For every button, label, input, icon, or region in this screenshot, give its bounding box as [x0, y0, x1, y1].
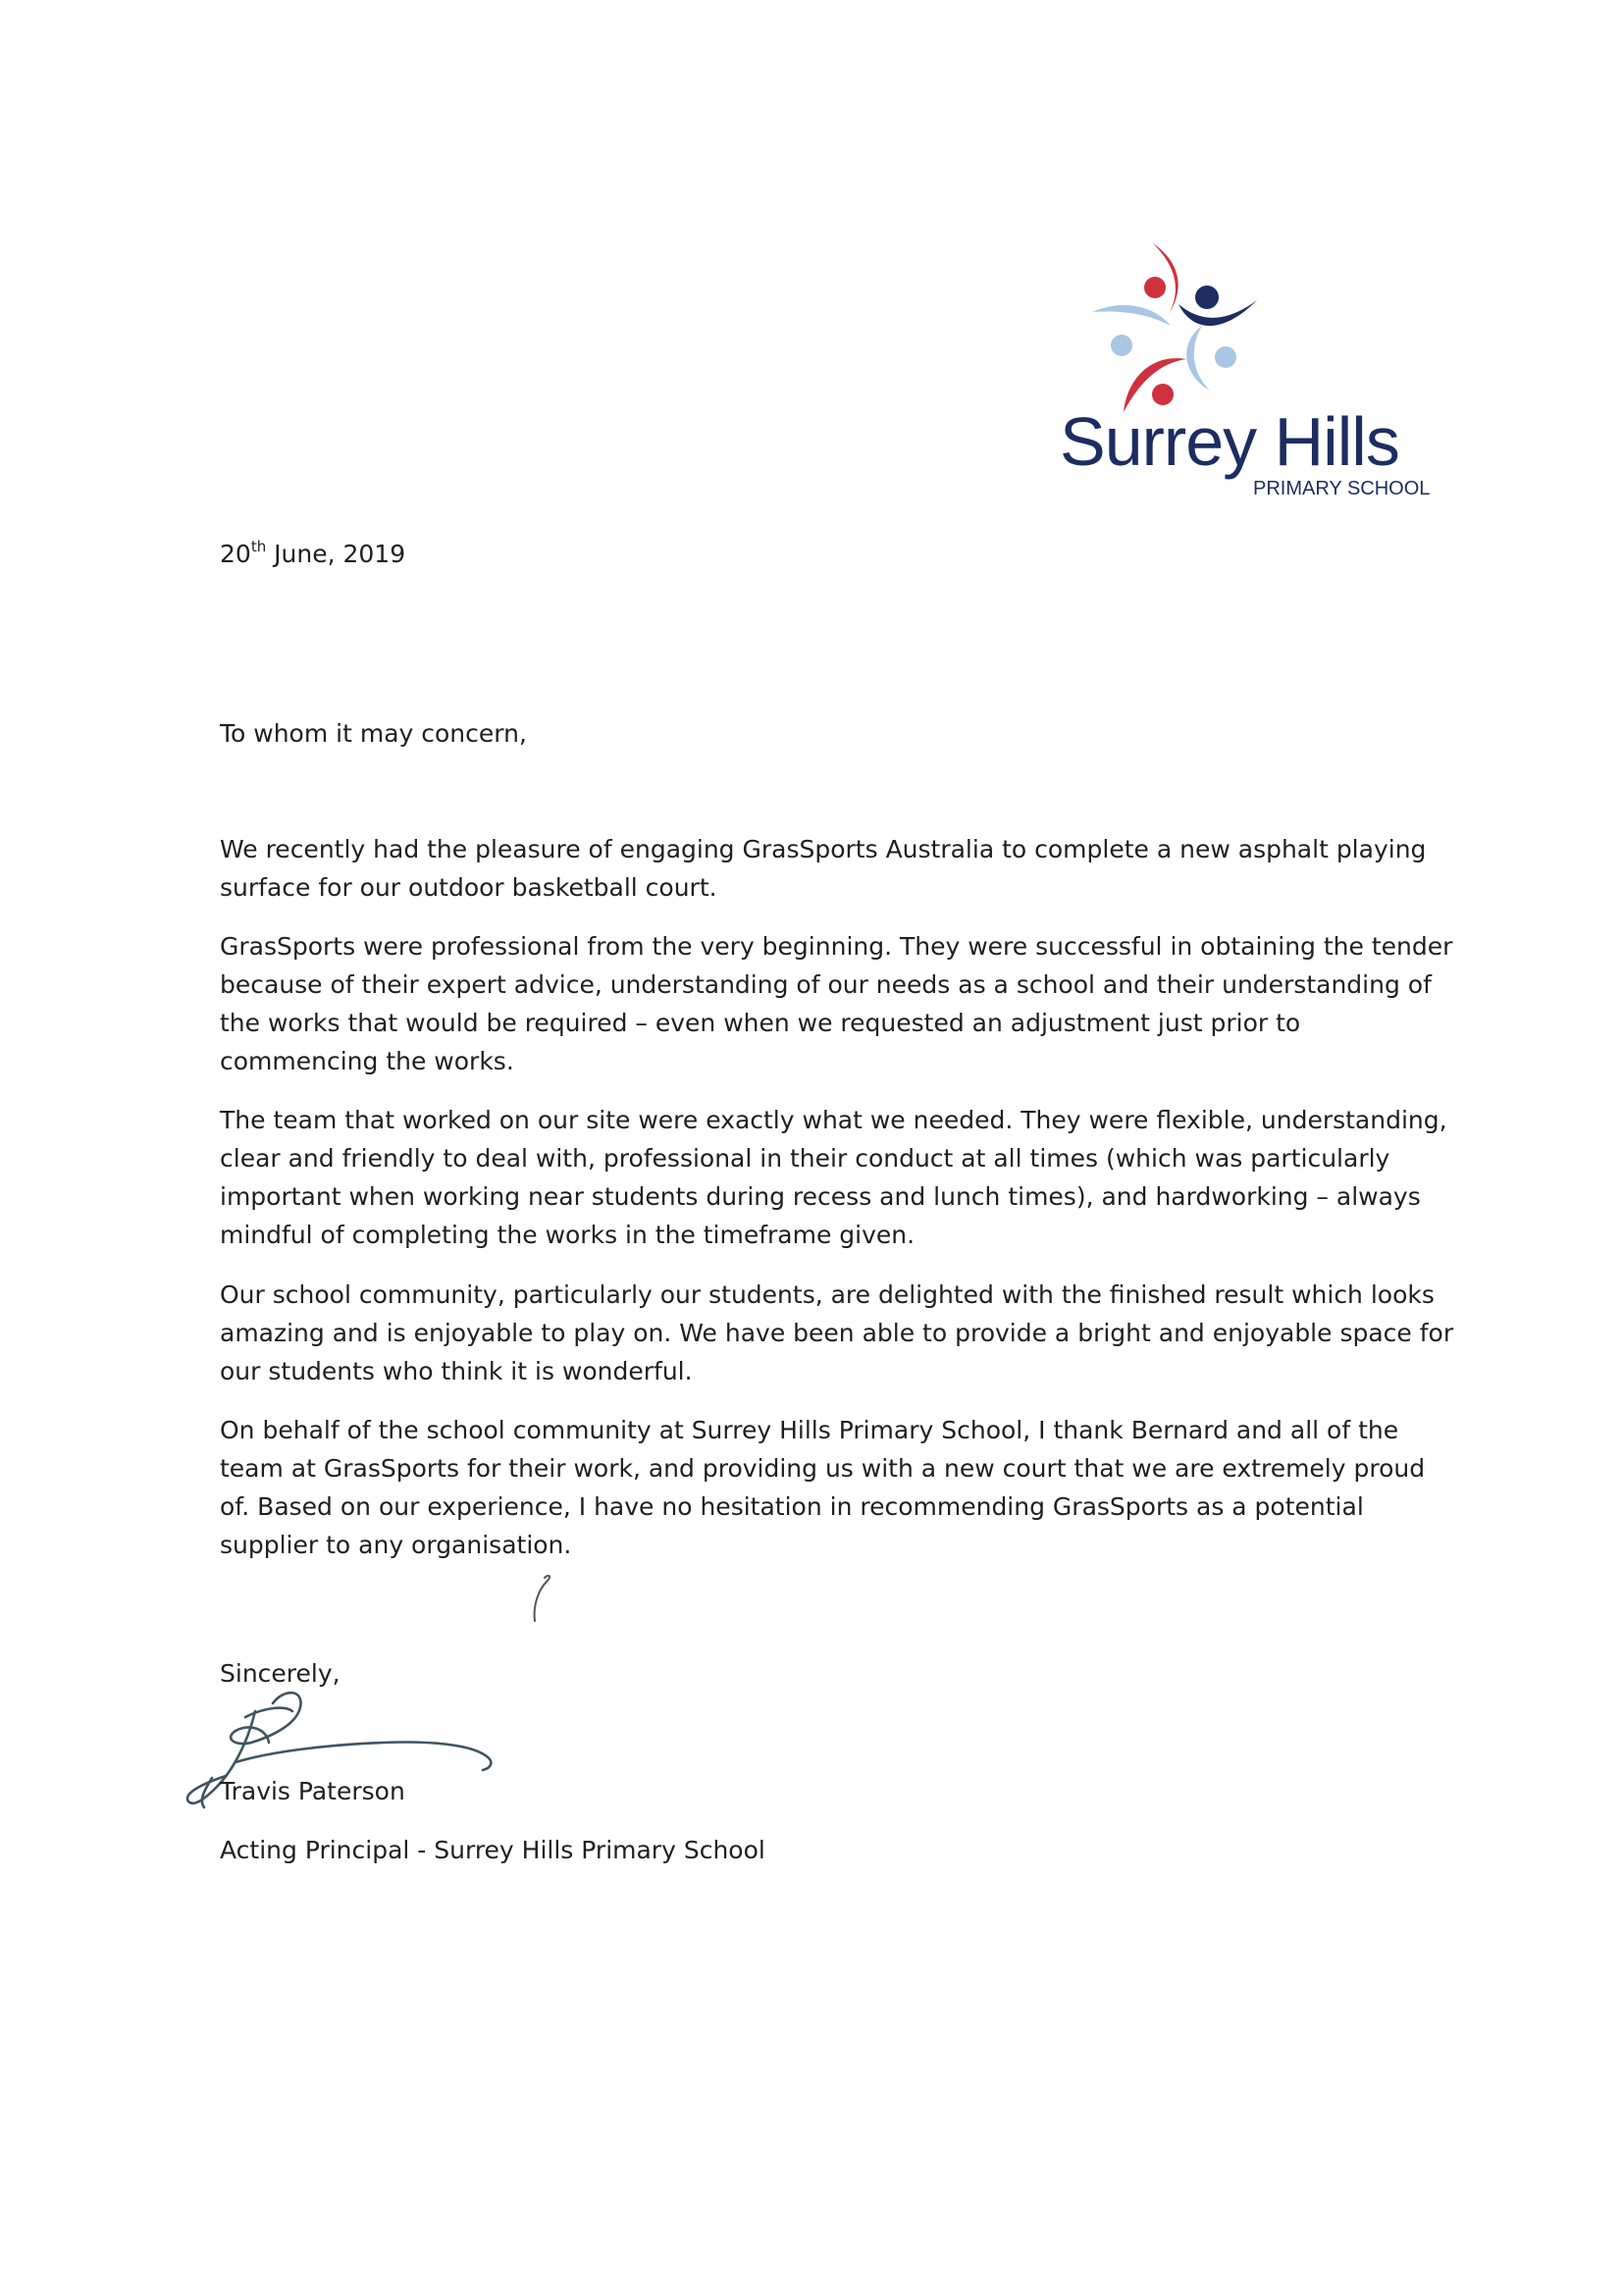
- date-suffix: th: [250, 537, 267, 555]
- paragraph-4: [220, 1276, 1454, 1390]
- paragraph-line: The team that worked on our site were exactly what we needed. They were flexible, understanding,: [220, 1106, 1447, 1134]
- salutation: To whom it may concern,: [220, 719, 527, 748]
- pen-mark-icon: [515, 1570, 554, 1629]
- date-day: 20: [220, 540, 251, 568]
- paragraph-line: team at GrasSports for their work, and providing us with a new court that we are extremely proud: [220, 1454, 1426, 1483]
- school-subtitle-logotype: PRIMARY SCHOOL: [1253, 478, 1431, 499]
- closing: Sincerely,: [220, 1659, 340, 1688]
- paragraph-line: of. Based on our experience, I have no hesitation in recommending GrasSports as a potential: [220, 1492, 1364, 1521]
- paragraph-3: [220, 1101, 1447, 1254]
- signer-name: Travis Paterson: [220, 1777, 405, 1805]
- paragraph-line: the works that would be required – even when we requested an adjustment just prior to: [220, 1009, 1301, 1037]
- paragraph-5: [220, 1411, 1427, 1564]
- paragraph-line: Our school community, particularly our students, are delighted with the finished result which looks: [220, 1280, 1435, 1309]
- paragraph-line: We recently had the pleasure of engaging GrasSports Australia to complete a new asphalt playing: [220, 835, 1427, 863]
- school-name-logotype: Surrey Hills: [1060, 403, 1399, 480]
- letter-date: [220, 535, 405, 573]
- paragraph-line: supplier to any organisation.: [220, 1531, 572, 1559]
- paragraph-line: GrasSports were professional from the very beginning. They were successful in obtaining the tender: [220, 932, 1453, 961]
- paragraph-line: On behalf of the school community at Surrey Hills Primary School, I thank Bernard and all of the: [220, 1416, 1399, 1444]
- signer-title: Acting Principal - Surrey Hills Primary School: [220, 1836, 765, 1864]
- paragraph-line: clear and friendly to deal with, professional in their conduct at all times (which was particularly: [220, 1144, 1390, 1173]
- paragraph-1: [220, 830, 1427, 907]
- paragraph-line: amazing and is enjoyable to play on. We have been able to provide a bright and enjoyable space for: [220, 1319, 1454, 1347]
- paragraph-line: surface for our outdoor basketball court.: [220, 873, 717, 902]
- paragraph-line: commencing the works.: [220, 1047, 514, 1075]
- paragraph-line: important when working near students during recess and lunch times), and hardworking – always: [220, 1182, 1421, 1211]
- paragraph-line: our students who think it is wonderful.: [220, 1357, 693, 1385]
- surrey-hills-figures-logo-icon: [1084, 235, 1281, 417]
- date-month-year: June, 2019: [266, 540, 406, 568]
- paragraph-line: mindful of completing the works in the timeframe given.: [220, 1221, 916, 1249]
- paragraph-2: [220, 927, 1453, 1080]
- school-logo: [1060, 235, 1433, 505]
- paragraph-line: because of their expert advice, understanding of our needs as a school and their understanding of: [220, 970, 1432, 999]
